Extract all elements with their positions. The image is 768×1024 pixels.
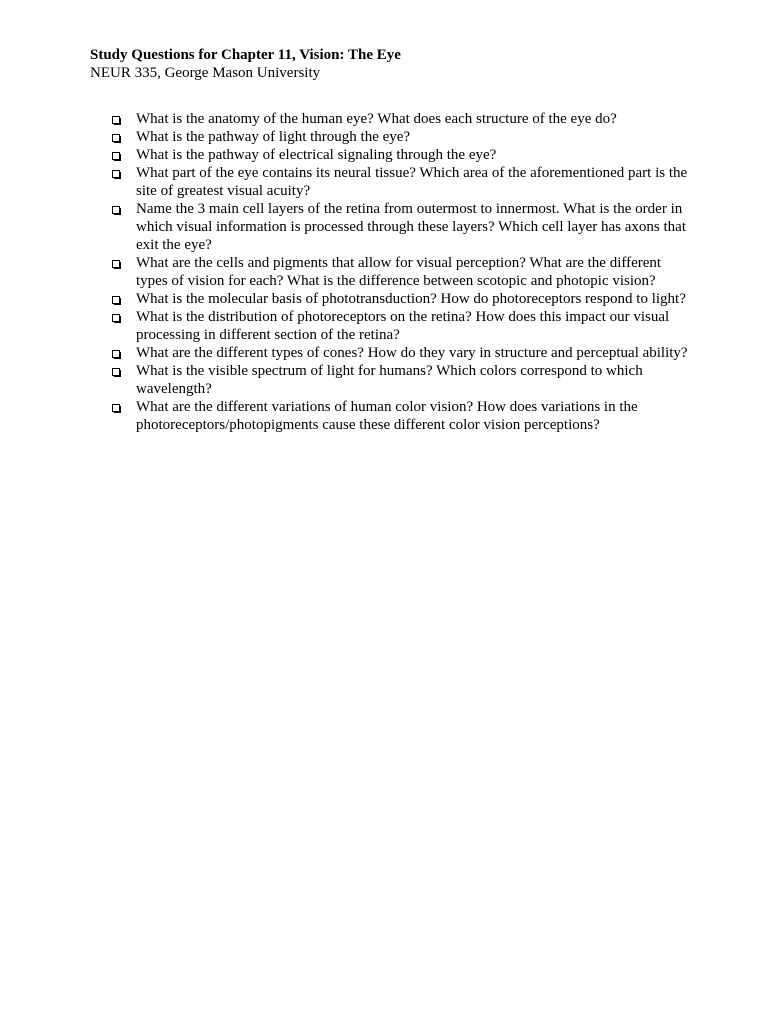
question-text: What is the molecular basis of phototransduction? How do photoreceptors respond to light?: [136, 291, 686, 307]
question-text: What is the visible spectrum of light for humans? Which colors correspond to which wavelength?: [136, 363, 643, 397]
checkbox-icon: [112, 296, 120, 304]
checkbox-icon: [112, 206, 120, 214]
checkbox-icon: [112, 350, 120, 358]
question-text: What is the anatomy of the human eye? What does each structure of the eye do?: [136, 111, 617, 127]
document-page: [90, 46, 690, 434]
checkbox-icon: [112, 134, 120, 142]
checkbox-icon: [112, 404, 120, 412]
question-text: What part of the eye contains its neural tissue? Which area of the aforementioned part is the site of greatest visual acuity?: [136, 165, 688, 199]
question-list: [90, 110, 690, 434]
question-item: [90, 290, 690, 308]
question-text: What is the distribution of photoreceptors on the retina? How does this impact our visual processing in different section of the retina?: [136, 309, 670, 343]
question-item: [90, 344, 690, 362]
question-text: What are the different variations of human color vision? How does variations in the photoreceptors/photopigments cause these different color vision perceptions?: [136, 399, 638, 433]
question-item: [90, 164, 690, 200]
document-subtitle: NEUR 335, George Mason University: [90, 65, 321, 81]
question-item: [90, 362, 690, 398]
question-text: Name the 3 main cell layers of the retina from outermost to innermost. What is the order in which visual information is processed through these layers? Which cell layer has axons that exit the eye?: [136, 201, 686, 253]
question-text: What are the cells and pigments that allow for visual perception? What are the different types of vision for each? What is the difference between scotopic and photopic vision?: [136, 255, 662, 289]
checkbox-icon: [112, 152, 120, 160]
question-item: [90, 200, 690, 254]
question-item: [90, 308, 690, 344]
question-item: [90, 128, 690, 146]
question-text: What is the pathway of light through the eye?: [136, 129, 411, 145]
checkbox-icon: [112, 368, 120, 376]
question-text: What are the different types of cones? How do they vary in structure and perceptual ability?: [136, 345, 688, 361]
question-item: [90, 254, 690, 290]
checkbox-icon: [112, 314, 120, 322]
checkbox-icon: [112, 116, 120, 124]
question-text: What is the pathway of electrical signaling through the eye?: [136, 147, 497, 163]
question-item: [90, 146, 690, 164]
document-title: Study Questions for Chapter 11, Vision: The Eye: [90, 47, 401, 63]
checkbox-icon: [112, 170, 120, 178]
question-item: [90, 110, 690, 128]
question-item: [90, 398, 690, 434]
checkbox-icon: [112, 260, 120, 268]
